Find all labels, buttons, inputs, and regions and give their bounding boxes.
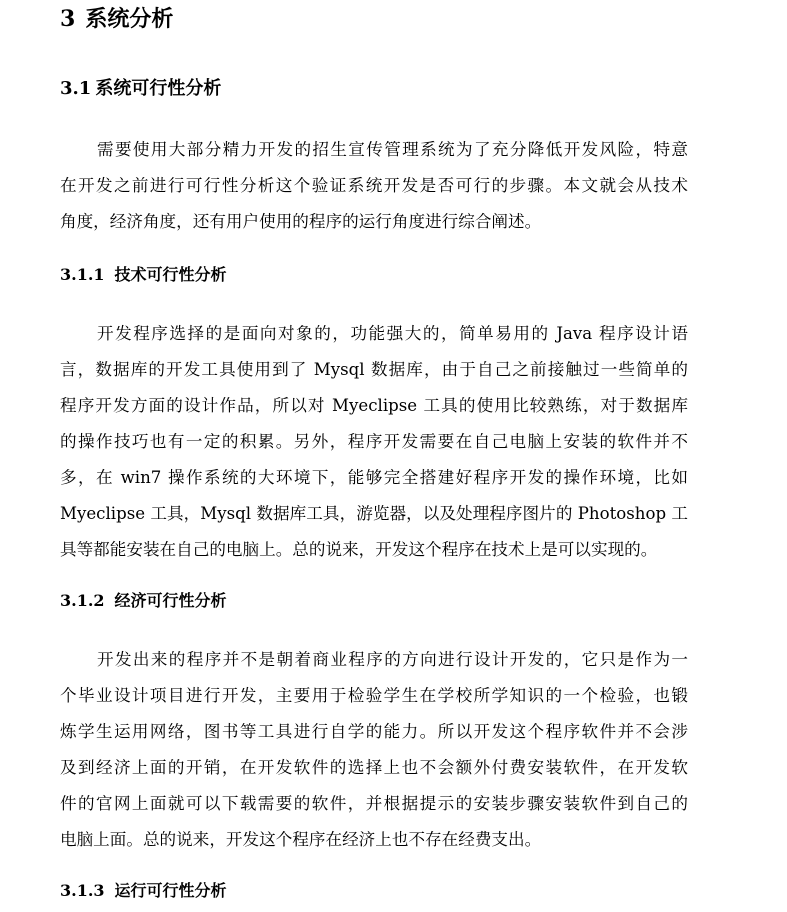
subsection-title: 经济可行性分析: [114, 591, 227, 610]
paragraph-line: Myeclipse 工具，Mysql 数据库工具，游览器，以及处理程序图片的 Photoshop 工: [60, 504, 688, 523]
chapter-number: 3: [60, 6, 76, 32]
technical-feasibility-paragraph: [60, 316, 688, 568]
section-heading: [60, 74, 221, 104]
subsection-heading-economic: [60, 588, 227, 614]
subsection-number: 3.1.3: [60, 881, 105, 900]
paragraph-line: 角度，经济角度，还有用户使用的程序的运行角度进行综合阐述。: [60, 212, 542, 231]
subsection-number: 3.1.2: [60, 591, 105, 610]
paragraph-line: 开发程序选择的是面向对象的，功能强大的，简单易用的 Java 程序设计语: [97, 324, 688, 343]
paragraph-line: 个毕业设计项目进行开发，主要用于检验学生在学校所学知识的一个检验，也锻: [60, 686, 688, 705]
subsection-number: 3.1.1: [60, 265, 105, 284]
paragraph-line: 言，数据库的开发工具使用到了 Mysql 数据库，由于自己之前接触过一些简单的: [60, 360, 688, 379]
paragraph-line: 炼学生运用网络，图书等工具进行自学的能力。所以开发这个程序软件并不会涉: [60, 722, 688, 741]
subsection-heading-technical: [60, 262, 227, 288]
paragraph-line: 程序开发方面的设计作品，所以对 Myeclipse 工具的使用比较熟练，对于数据库: [60, 396, 688, 415]
paragraph-line: 电脑上面。总的说来，开发这个程序在经济上也不存在经费支出。: [60, 830, 542, 849]
paragraph-line: 的操作技巧也有一定的积累。另外，程序开发需要在自己电脑上安装的软件并不: [60, 432, 688, 451]
paragraph-line: 及到经济上面的开销，在开发软件的选择上也不会额外付费安装软件，在开发软: [60, 758, 688, 777]
subsection-heading-operational: [60, 878, 227, 904]
paragraph-line: 开发出来的程序并不是朝着商业程序的方向进行设计开发的，它只是作为一: [97, 650, 688, 669]
subsection-title: 运行可行性分析: [114, 881, 227, 900]
section-intro-paragraph: [60, 132, 688, 240]
subsection-title: 技术可行性分析: [114, 265, 227, 284]
paragraph-line: 件的官网上面就可以下载需要的软件，并根据提示的安装步骤安装软件到自己的: [60, 794, 688, 813]
paragraph-line: 多，在 win7 操作系统的大环境下，能够完全搭建好程序开发的操作环境，比如: [60, 468, 688, 487]
paragraph-line: 需要使用大部分精力开发的招生宣传管理系统为了充分降低开发风险，特意: [97, 140, 688, 159]
section-number: 3.1: [60, 78, 92, 99]
paragraph-line: 具等都能安装在自己的电脑上。总的说来，开发这个程序在技术上是可以实现的。: [60, 540, 658, 559]
paragraph-line: 在开发之前进行可行性分析这个验证系统开发是否可行的步骤。本文就会从技术: [60, 176, 688, 195]
economic-feasibility-paragraph: [60, 642, 688, 858]
section-title: 系统可行性分析: [95, 78, 222, 99]
chapter-heading: [60, 3, 173, 35]
chapter-title: 系统分析: [85, 6, 174, 32]
